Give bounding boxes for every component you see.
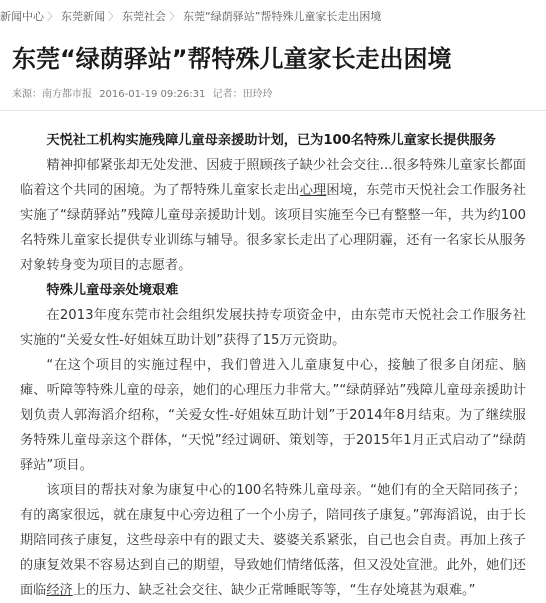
article-body [20,128,526,603]
article-meta [12,87,277,103]
paragraph-text: 上的压力、缺乏社会交往、缺少正常睡眠等等，“生存处境甚为艰难。” [72,583,476,598]
article-subheading: 特殊儿童母亲处境艰难 [46,283,179,298]
breadcrumb-separator: 〉 [47,10,58,23]
breadcrumb [0,8,381,26]
keyword-link-psychology[interactable]: 心理 [299,183,327,198]
keyword-link-economy[interactable]: 经济 [46,583,73,598]
article-paragraph [20,478,526,603]
article-source: 来源：南方都市报 [12,89,92,100]
breadcrumb-dongguan-news[interactable]: 东莞新闻 [61,10,105,23]
article-paragraph [20,153,526,278]
paragraph-text: 困境，东莞市天悦社会工作服务社实施了“绿荫驿站”残障儿童母亲援助计划。该项目实施至今已有整整一年，共为约100名特殊儿童家长提供专业训练与辅导。很多家长走出了心理阴霾，还有一名家长从服务对象转身变为项目的志愿者。 [20,183,526,273]
breadcrumb-dongguan-society[interactable]: 东莞社会 [122,10,166,23]
article-subheading: 天悦社工机构实施残障儿童母亲援助计划，已为100名特殊儿童家长提供服务 [46,133,496,148]
paragraph-text: 精神抑郁紧张却无处发泄、因疲于照顾孩子缺少社会交往…很多特殊儿童家长都面临着这个共同的困境。为了帮特殊儿童家长走出 [20,158,526,198]
breadcrumb-current-article: 东莞“绿荫驿站”帮特殊儿童家长走出困境 [183,10,382,23]
article-datetime: 2016-01-19 09:26:31 [99,89,206,100]
breadcrumb-separator: 〉 [108,10,119,23]
title-divider [0,110,546,111]
article-author: 记者：田玲玲 [212,89,273,100]
article-paragraph: 在2013年度东莞市社会组织发展扶持专项资金中，由东莞市天悦社会工作服务社实施的“关爱女性-好姐妹互助计划”获得了15万元资助。 [20,308,526,348]
article-title: 东莞“绿荫驿站”帮特殊儿童家长走出困境 [12,45,452,73]
article-paragraph: “在这个项目的实施过程中，我们曾进入儿童康复中心，接触了很多自闭症、脑瘫、听障等特殊儿童的母亲，她们的心理压力非常大。”“绿荫驿站”残障儿童母亲援助计划负责人郭海滔介绍称，“关爱女性-好姐妹互助计划”于2014年8月结束。为了继续服务特殊儿童母亲这个群体，“天悦”经过调研、策划等，于2015年1月正式启动了“绿荫驿站”项目。 [20,358,526,473]
breadcrumb-news-center[interactable]: 新闻中心 [0,10,44,23]
breadcrumb-separator: 〉 [169,10,180,23]
paragraph-text: 该项目的帮扶对象为康复中心的100名特殊儿童母亲。“她们有的全天陪同孩子；有的离家很远，就在康复中心旁边租了一个小房子，陪同孩子康复。”郭海滔说，由于长期陪同孩子康复，这些母亲中有的跟丈夫、婆婆关系紧张，自己也会自责。再加上孩子的康复效果不容易达到自己的期望，导致她们情绪低落，但又没处宣泄。此外，她们还面临 [20,483,526,598]
